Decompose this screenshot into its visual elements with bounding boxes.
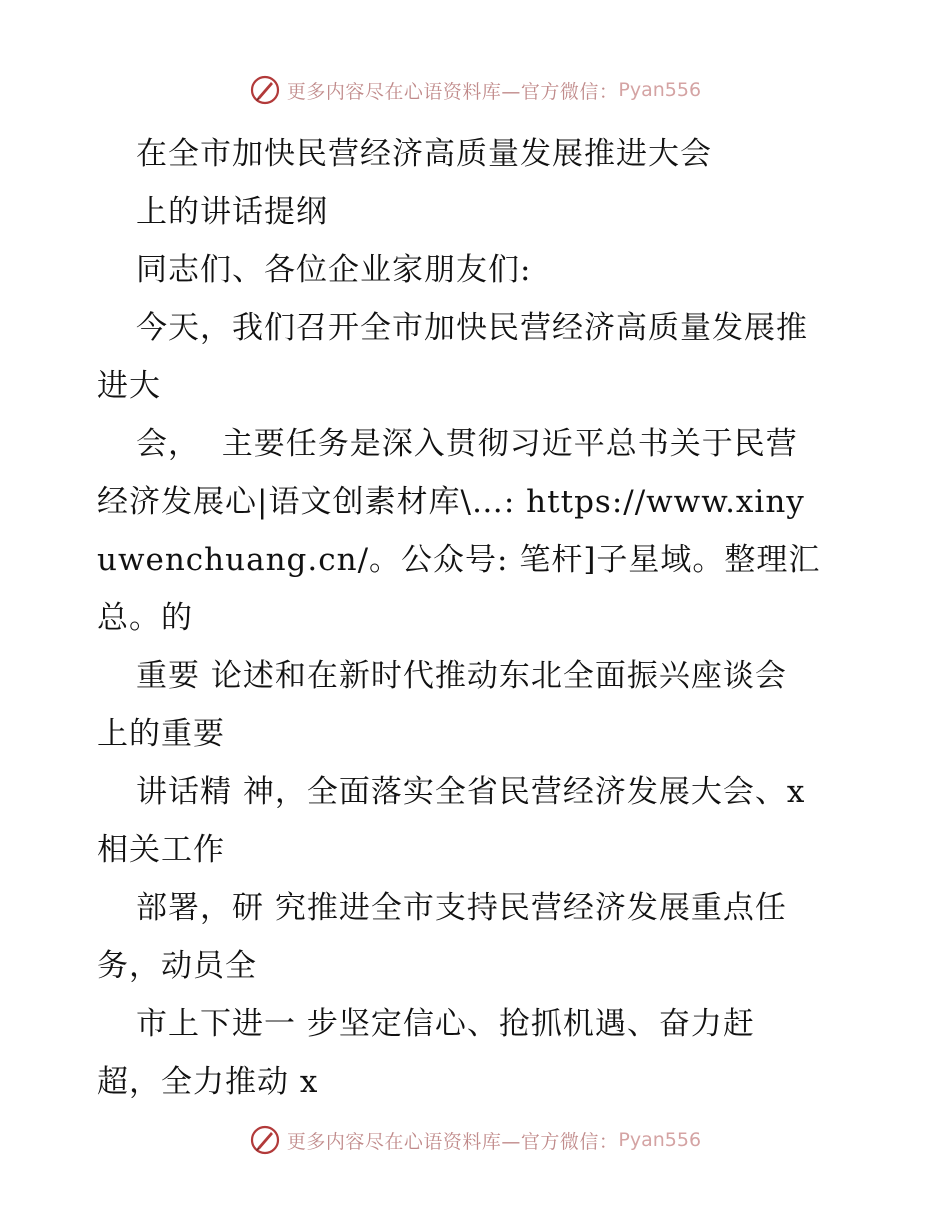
- text-line: 超，全力推动 x: [97, 1064, 319, 1100]
- text-line: 经济发展心|语文创素材库\…: https://www.xiny: [97, 484, 805, 520]
- quill-logo-icon: [249, 1124, 281, 1156]
- header-watermark: [0, 70, 950, 110]
- quill-logo-icon: [249, 74, 281, 106]
- text-line: 市上下进一 步坚定信心、抢抓机遇、奋力赶: [136, 1006, 755, 1042]
- text-line: 上的重要: [97, 716, 225, 752]
- text-line: 讲话精 神，全面落实全省民营经济发展大会、x: [136, 774, 806, 810]
- text-line: 重要 论述和在新时代推动东北全面振兴座谈会: [136, 658, 787, 694]
- text-line: 上的讲话提纲: [136, 194, 328, 230]
- document-body: [0, 125, 950, 1111]
- text-line: 部署，研 究推进全市支持民营经济发展重点任: [136, 890, 787, 926]
- text-line: uwenchuang.cn/。公众号: 笔杆]子星域。整理汇: [97, 542, 821, 578]
- watermark-wechat-id: Pyan556: [618, 79, 702, 101]
- text-line: 相关工作: [97, 832, 225, 868]
- text-line: 同志们、各位企业家朋友们:: [136, 252, 532, 288]
- footer-watermark: [0, 1120, 950, 1160]
- text-line: 务，动员全: [97, 948, 257, 984]
- watermark-text: 更多内容尽在心语资料库—官方微信：: [286, 1130, 619, 1153]
- text-line: 总。的: [97, 600, 193, 636]
- text-line: 会， 主要任务是深入贯彻习近平总书关于民营: [136, 426, 798, 462]
- watermark-wechat-id: Pyan556: [618, 1129, 702, 1151]
- text-line: 进大: [97, 368, 161, 404]
- text-line: 在全市加快民营经济高质量发展推进大会: [136, 136, 712, 172]
- watermark-text: 更多内容尽在心语资料库—官方微信：: [286, 80, 619, 103]
- text-line: 今天，我们召开全市加快民营经济高质量发展推: [136, 310, 808, 346]
